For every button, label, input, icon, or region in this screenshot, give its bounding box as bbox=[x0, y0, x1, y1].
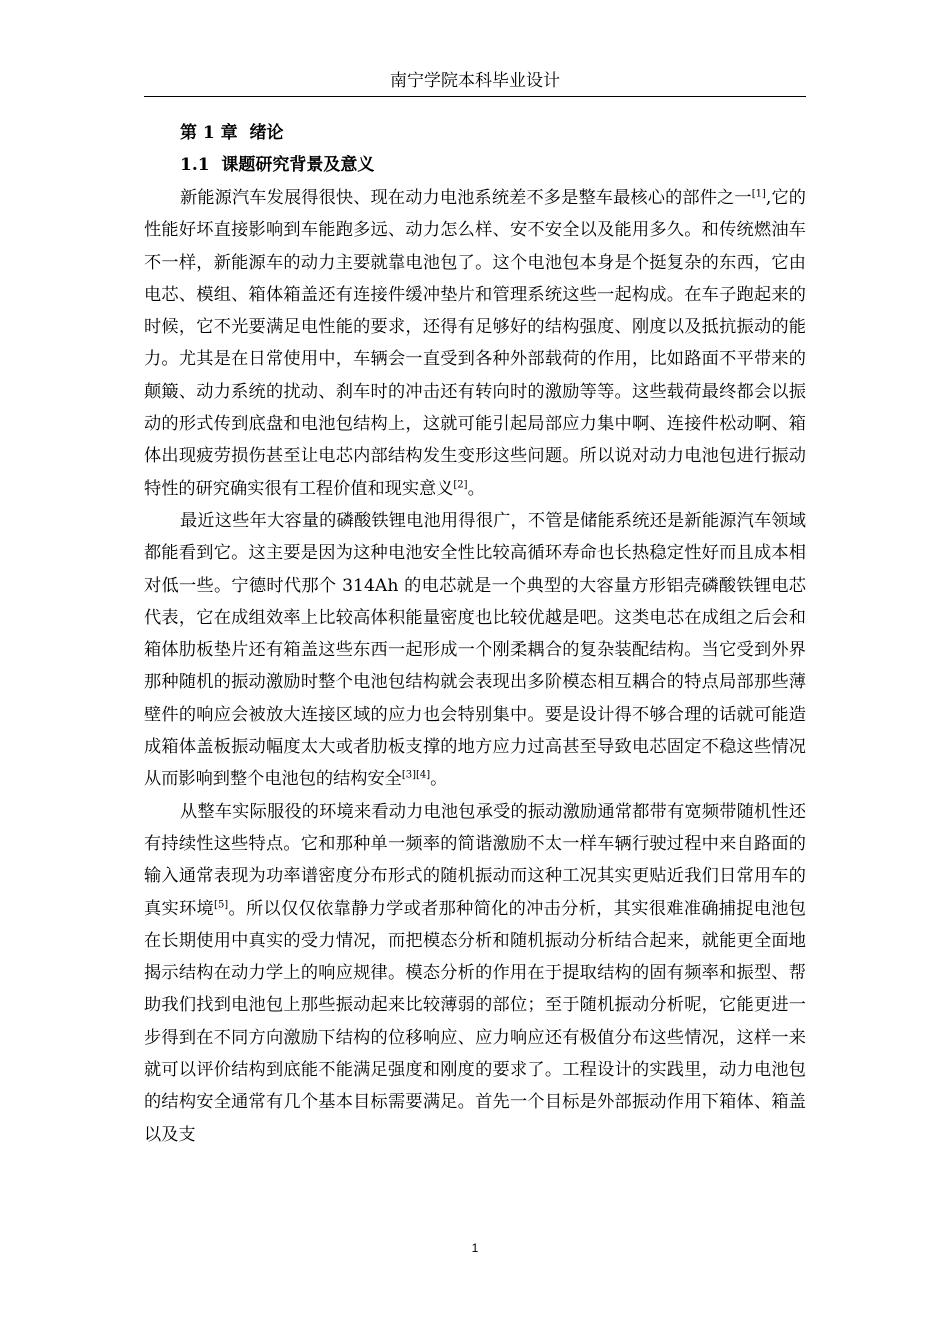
text-run: 从整车实际服役的环境来看动力电池包承受的振动激励通常都带有宽频带随机性还有持续性这些特点。它和那种单一频率的简谐激励不太一样车辆行驶过程中来自路面的输入通常表现为功率谱密度分布形式的随机振动而这种工况其实更贴近我们日常用车的真实环境 bbox=[144, 801, 806, 919]
section-heading: 1.1 课题研究背景及意义 bbox=[180, 155, 375, 175]
text-run: 。 bbox=[467, 478, 485, 499]
header-rule bbox=[144, 96, 806, 97]
text-run: 。所以仅仅依靠静力学或者那种简化的冲击分析，其实很难准确捕捉电池包在长期使用中真实的受力情况，而把模态分析和随机振动分析结合起来，就能更全面地揭示结构在动力学上的响应规律。模态分析的作用在于提取结构的固有频率和振型、帮助我们找到电池包上那些振动起来比较薄弱的部位；至于随机振动分析呢，它能更进一步得到在不同方向激励下结构的位移响应、应力响应还有极值分布这些情况，这样一来就可以评价结构到底能不能满足强度和刚度的要求了。工程设计的实践里，动力电池包的结构安全通常有几个基本目标需要满足。首先一个目标是外部振动作用下箱体、箱盖以及支 bbox=[144, 898, 806, 1145]
running-header: 南宁学院本科毕业设计 bbox=[390, 71, 560, 91]
citation: [1] bbox=[751, 188, 766, 200]
text-run: 最近这些年大容量的磷酸铁锂电池用得很广，不管是储能系统还是新能源汽车领域都能看到它。这主要是因为这种电池安全性比较高循环寿命也长热稳定性好而且成本相对低一些。宁德时代那个 314Ah 的电芯就是一个典型的大容量方形铝壳磷酸铁锂电芯代表，它在成组效率上比较高体积能量密度也比较优越是吧。这类电芯在成组之后会和箱体肋板垫片还有箱盖这些东西一起形成一个刚柔耦合的复杂装配结构。当它受到外界那种随机的振动激励时整个电池包结构就会表现出多阶模态相互耦合的特点局部那些薄壁件的响应会被放大连接区域的应力也会特别集中。要是设计得不够合理的话就可能造成箱体盖板振动幅度太大或者肋板支撑的地方应力过高甚至导致电芯固定不稳这些情况从而影响到整个电池包的结构安全 bbox=[144, 510, 806, 790]
citation: [5] bbox=[214, 898, 229, 910]
page-number: 1 bbox=[471, 1241, 479, 1255]
body-text bbox=[144, 182, 806, 1151]
paragraph bbox=[144, 796, 806, 1151]
paragraph bbox=[144, 182, 806, 505]
chapter-heading: 第 1 章 绪论 bbox=[180, 123, 284, 143]
text-run: ,它的性能好坏直接影响到车能跑多远、动力怎么样、安不安全以及能用多久。和传统燃油车不一样，新能源车的动力主要就靠电池包了。这个电池包本身是个挺复杂的东西，它由电芯、模组、箱体箱盖还有连接件缓冲垫片和管理系统这些一起构成。在车子跑起来的时候，它不光要满足电性能的要求，还得有足够好的结构强度、刚度以及抵抗振动的能力。尤其是在日常使用中，车辆会一直受到各种外部载荷的作用，比如路面不平带来的颠簸、动力系统的扰动、刹车时的冲击还有转向时的激励等等。这些载荷最终都会以振动的形式传到底盘和电池包结构上，这就可能引起局部应力集中啊、连接件松动啊、箱体出现疲劳损伤甚至让电芯内部结构发生变形这些问题。所以说对动力电池包进行振动特性的研究确实很有工程价值和现实意义 bbox=[144, 188, 806, 499]
paragraph bbox=[144, 505, 806, 796]
text-run: 新能源汽车发展得很快、现在动力电池系统差不多是整车最核心的部件之一 bbox=[180, 188, 752, 208]
citation: [3][4] bbox=[401, 769, 431, 781]
citation: [2] bbox=[453, 478, 468, 490]
text-run: 。 bbox=[430, 769, 448, 790]
